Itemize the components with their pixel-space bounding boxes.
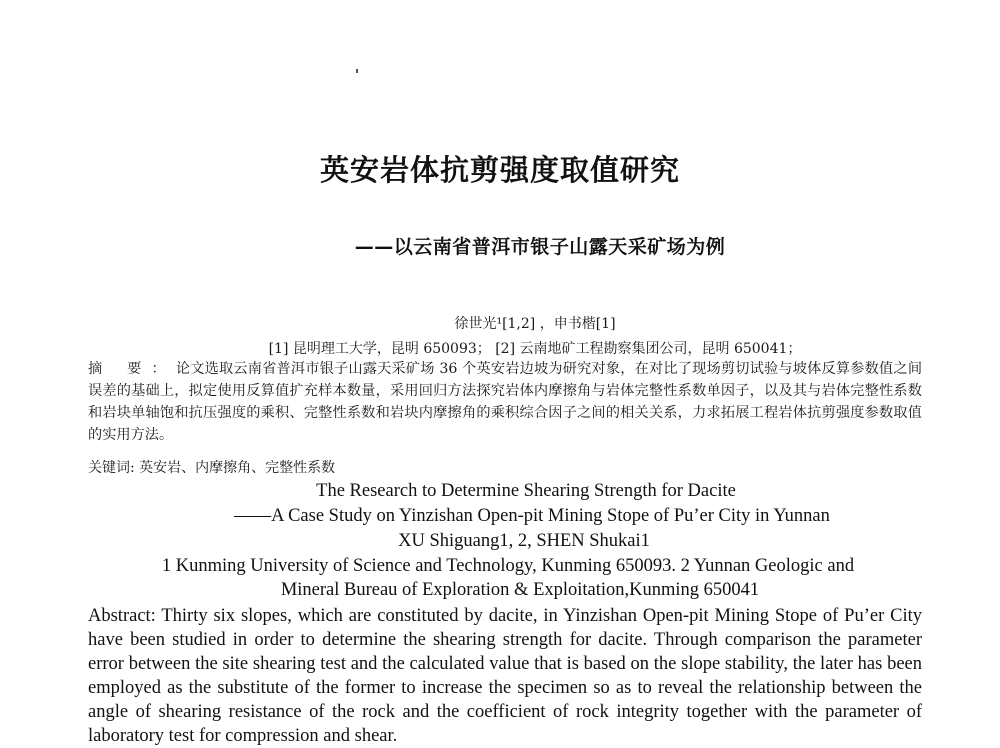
affiliations-en-line1: 1 Kunming University of Science and Technology, Kunming 650093. 2 Yunnan Geologic and [161, 556, 855, 576]
paper-title-cn: 英安岩体抗剪强度取值研究 [319, 153, 680, 187]
affiliations-cn: [1] 昆明理工大学，昆明 650093； [2] 云南地矿工程勘察集团公司，昆明 650041； [268, 341, 802, 357]
authors-en: XU Shiguang1, 2, SHEN Shukai1 [398, 531, 650, 551]
paper-subtitle-cn: ——以云南省普洱市银子山露天采矿场为例 [354, 236, 726, 258]
paper-title-en: The Research to Determine Shearing Strength for Dacite [316, 481, 736, 501]
authors-cn: 徐世光¹[1,2] ，申书楷[1] [454, 316, 616, 332]
abstract-cn-label: 摘 要： [88, 361, 176, 377]
abstract-cn [88, 358, 922, 446]
paper-subtitle-en: ——A Case Study on Yinzishan Open-pit Mining Stope of Pu’er City in Yunnan [234, 506, 830, 526]
affiliations-en-line2: Mineral Bureau of Exploration & Exploitation,Kunming 650041 [280, 580, 760, 600]
abstract-en: Abstract: Thirty six slopes, which are constituted by dacite, in Yinzishan Open-pit Mining Stope of Pu’er City have been studied in order to determine the shearing strength for dacite. Through comparison the parameter error between the site shearing test and the calculated value that is based on the slope stability, the later has been employed as the substitute of the former to increase the specimen so as to reveal the relationship between the angle of shearing resistance of the rock and the coefficient of rock integrity together with the parameter of laboratory test for compression and shear. [88, 606, 922, 746]
scan-speck [356, 69, 358, 73]
keywords-cn: 关键词: 英安岩、内摩擦角、完整性系数 [88, 460, 336, 476]
abstract-cn-text: 论文选取云南省普洱市银子山露天采矿场 36 个英安岩边坡为研究对象，在对比了现场剪切试验与坡体反算参数值之间误差的基础上，拟定使用反算值扩充样本数量，采用回归方法探究岩体内摩擦角与岩体完整性系数单因子，以及其与岩体完整性系数和岩块单轴饱和抗压强度的乘积、完整性系数和岩块内摩擦角的乘积综合因子之间的相关关系，力求拓展工程岩体抗剪强度参数取值的实用方法。 [88, 361, 923, 443]
